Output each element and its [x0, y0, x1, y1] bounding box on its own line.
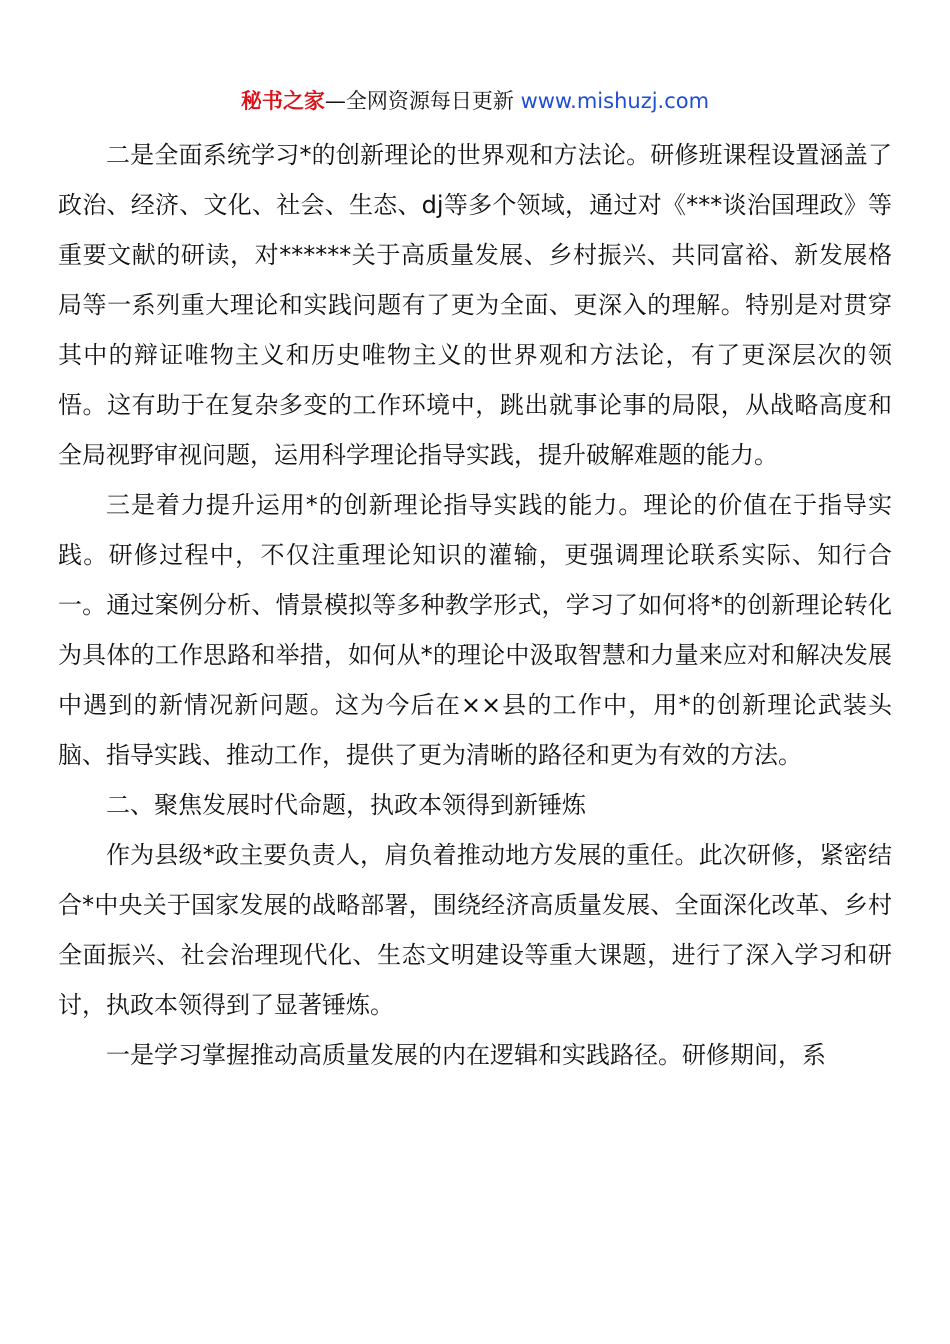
site-url-link[interactable]: www.mishuzj.com [520, 89, 710, 113]
paragraph-section-intro: 作为县级*政主要负责人，肩负着推动地方发展的重任。此次研修，紧密结合*中央关于国家发展的战略部署，围绕经济高质量发展、全面深化改革、乡村全面振兴、社会治理现代化、生态文明建设等重大课题，进行了深入学习和研讨，执政本领得到了显著锤炼。 [58, 841, 892, 1019]
paragraph-apply-theory: 三是着力提升运用*的创新理论指导实践的能力。理论的价值在于指导实践。研修过程中，不仅注重理论知识的灌输，更强调理论联系实际、知行合一。通过案例分析、情景模拟等多种教学形式，学习了如何将*的创新理论转化为具体的工作思路和举措，如何从*的理论中汲取智慧和力量来应对和解决发展中遇到的新情况新问题。这为今后在××县的工作中，用*的创新理论武装头脑、指导实践、推动工作，提供了更为清晰的路径和更为有效的方法。 [58, 491, 892, 769]
brand-name: 秘书之家 [240, 89, 325, 113]
document-body [58, 130, 892, 1080]
paragraph-high-quality-development: 一是学习掌握推动高质量发展的内在逻辑和实践路径。研修期间，系 [106, 1041, 826, 1069]
section-heading: 二、聚焦发展时代命题，执政本领得到新锤炼 [106, 791, 586, 819]
site-header [58, 86, 892, 116]
header-tagline: —全网资源每日更新 [324, 89, 514, 113]
paragraph-study-theory: 二是全面系统学习*的创新理论的世界观和方法论。研修班课程设置涵盖了政治、经济、文化、社会、生态、dj等多个领域，通过对《***谈治国理政》等重要文献的研读，对******关于高质量发展、乡村振兴、共同富裕、新发展格局等一系列重大理论和实践问题有了更为全面、更深入的理解。特别是对贯穿其中的辩证唯物主义和历史唯物主义的世界观和方法论，有了更深层次的领悟。这有助于在复杂多变的工作环境中，跳出就事论事的局限，从战略高度和全局视野审视问题，运用科学理论指导实践，提升破解难题的能力。 [58, 141, 892, 469]
